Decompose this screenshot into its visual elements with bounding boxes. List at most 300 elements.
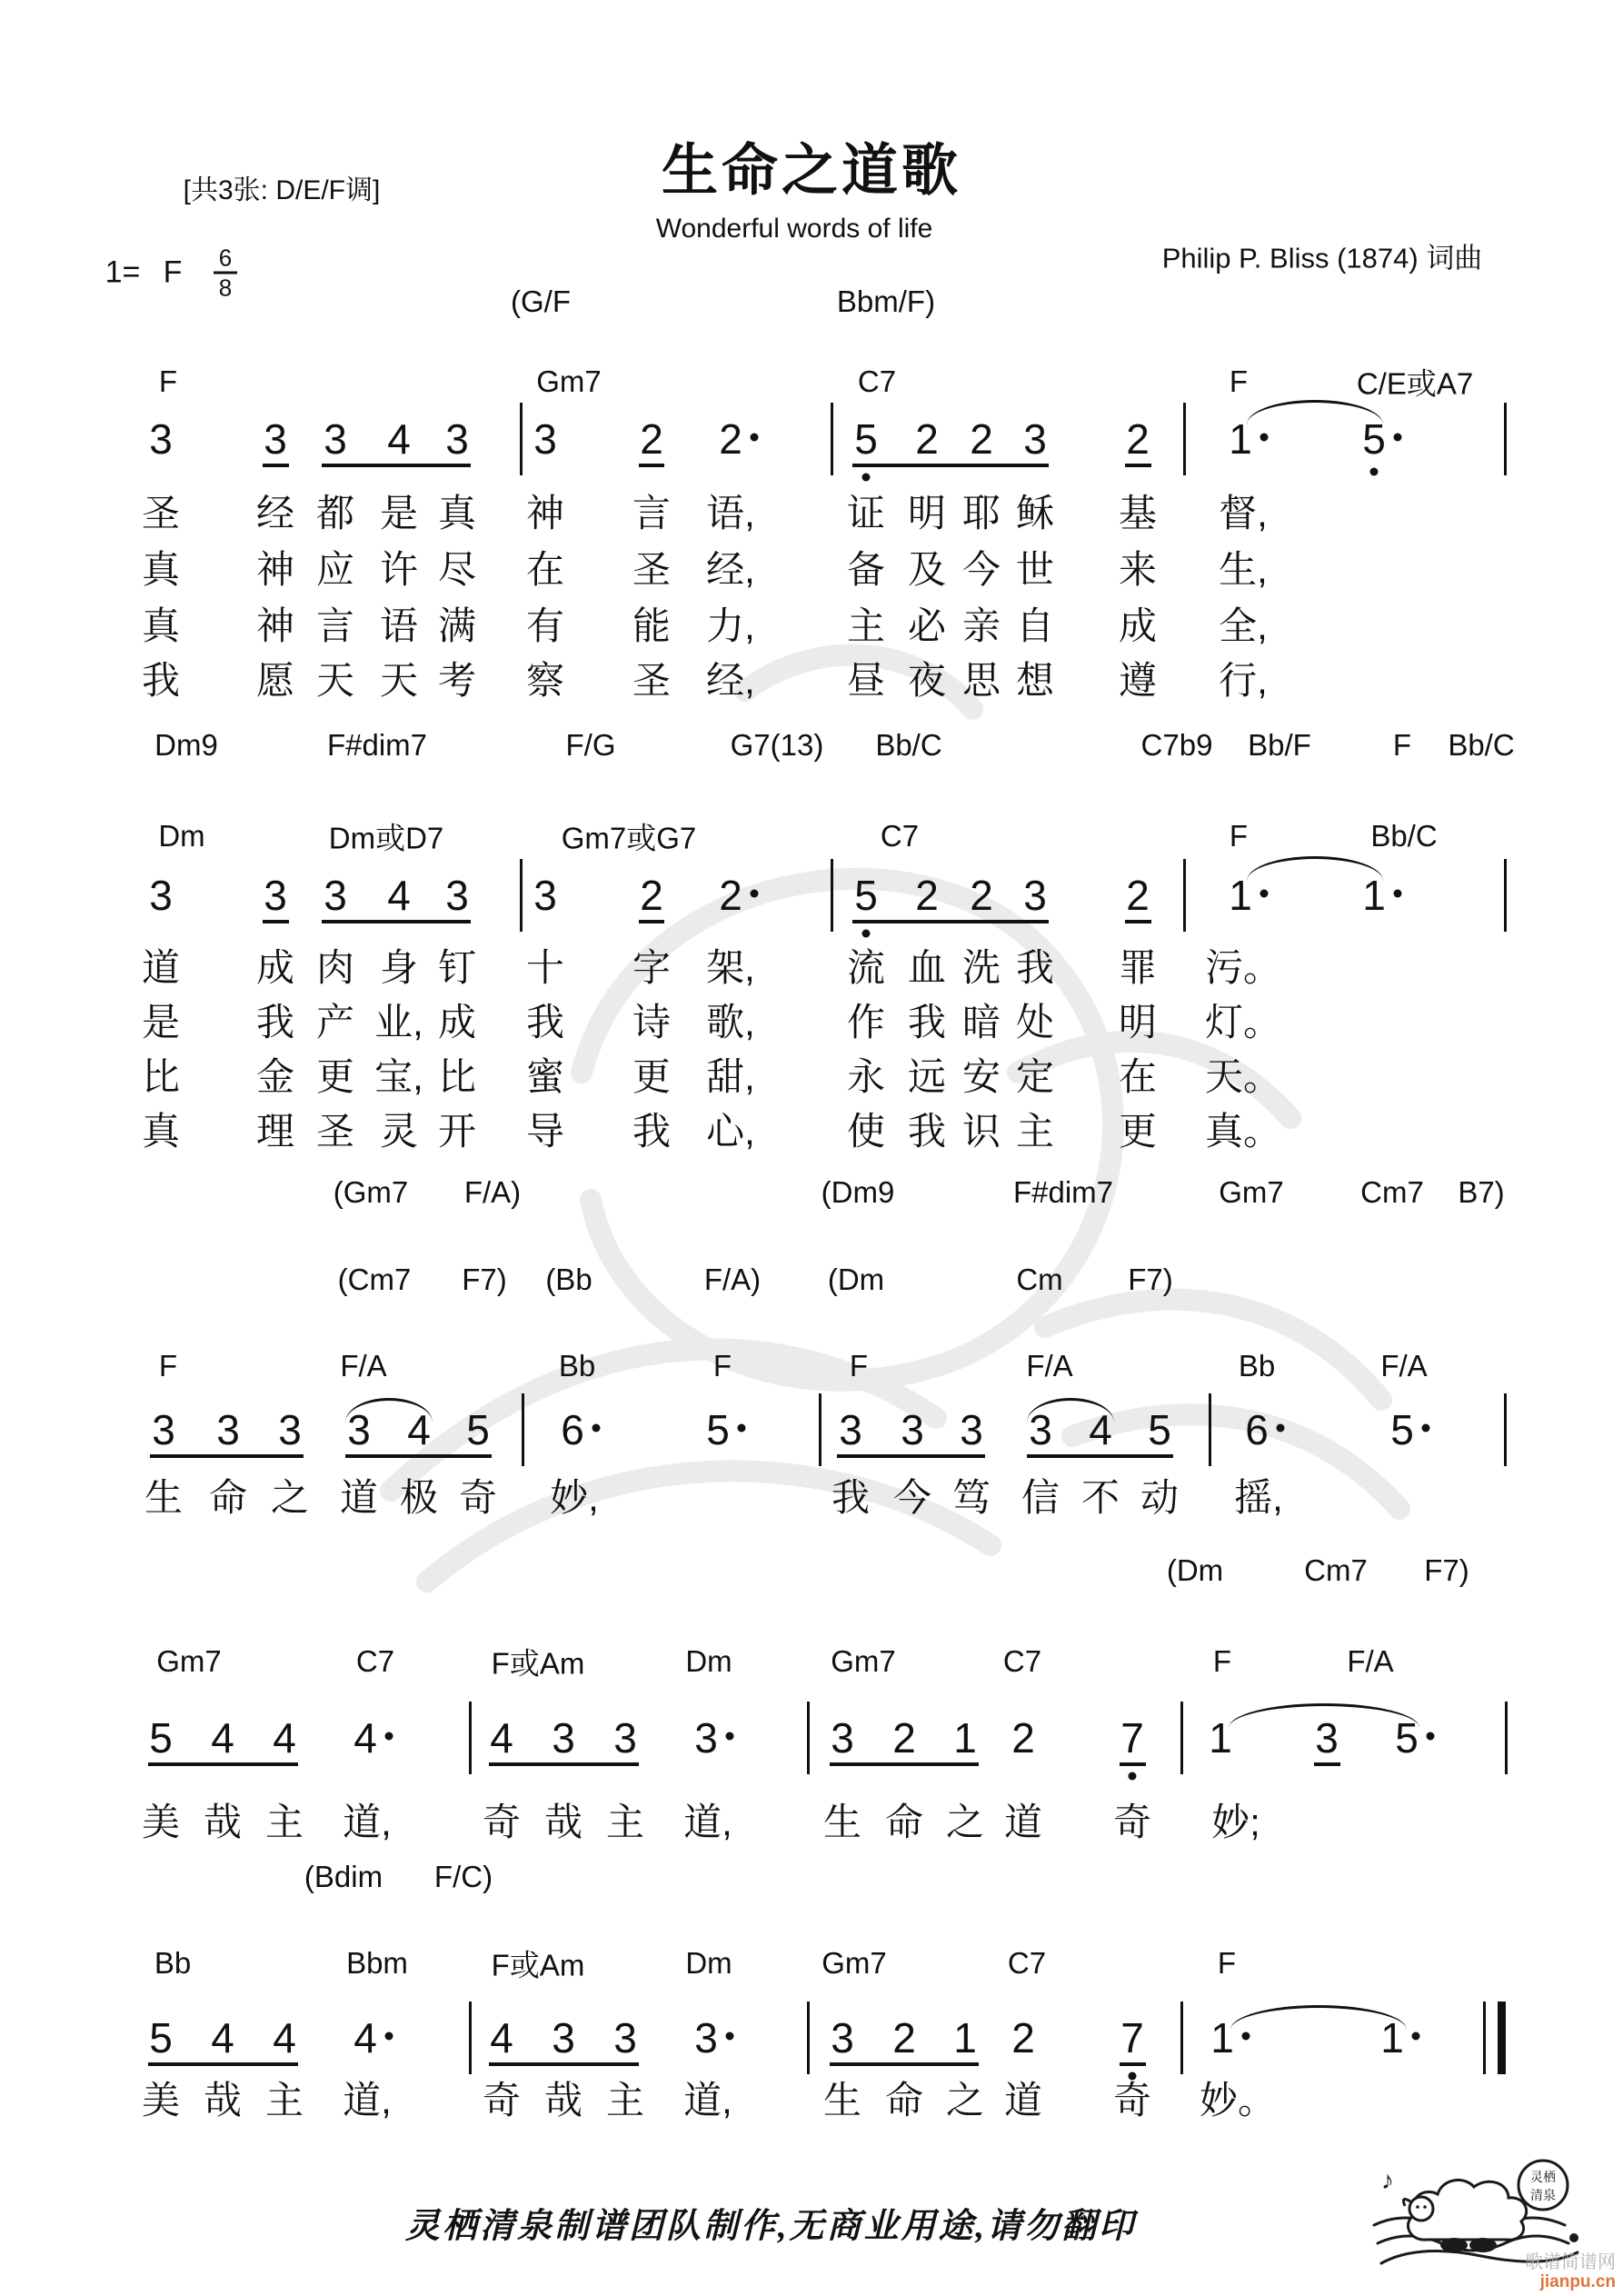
dot-after-note [1422,1424,1430,1433]
lyric-syllable: 笃 [951,1476,991,1519]
note-number: 3 [694,1714,718,1762]
lyric-syllable: 美 [141,2079,181,2121]
lyric-syllable: 更 [1118,1110,1158,1153]
lyric-syllable: 奇 [482,1801,522,1843]
chord-annotation: F/A) [703,1263,762,1296]
lyric-syllable: 神 [255,548,295,591]
note-number: 3 [533,872,557,919]
lyric-syllable: 神 [255,604,295,647]
beam-line [1125,464,1151,467]
lyric-syllable: 真 [141,1110,181,1153]
sheep-eye [1416,2205,1419,2209]
lyric-syllable: 圣 [632,659,672,702]
note-number: 3 [1315,1714,1339,1762]
lyric-syllable: 语 [379,604,419,647]
lyric-syllable: 哉 [203,1801,243,1843]
beam-line [852,464,1049,467]
lyric-syllable: 美 [141,1801,181,1843]
lyric-syllable: 更 [315,1055,355,1098]
lyric-syllable: 摇, [1234,1476,1283,1519]
lyric-syllable: 我 [907,1001,947,1043]
lyric-syllable: 许 [379,548,419,591]
note-number: 2 [915,415,939,463]
chord-annotation: (Bdim [304,1860,383,1893]
dot-after-note [592,1424,601,1433]
lyric-syllable: 身 [379,946,419,989]
note-number: 2 [892,2014,916,2061]
note-number: 3 [552,1714,575,1762]
lyric-syllable: 经, [706,548,755,591]
dot-after-note [1260,434,1269,442]
barline [1504,1393,1507,1466]
barline [1180,1702,1183,1774]
lyric-syllable: 思 [961,659,1001,702]
key-value: F [163,255,183,290]
note-number: 6 [1245,1406,1269,1453]
lyric-syllable: 明 [1118,1001,1158,1043]
lyric-syllable: 永 [846,1055,886,1098]
lyric-syllable: 有 [525,604,565,647]
chord-label: Bb [558,1349,596,1383]
chord-annotation: F7) [1424,1553,1469,1587]
note-number: 1 [1362,872,1386,919]
beam-line [263,920,289,923]
dot-after-note [385,1732,393,1741]
dot-after-note [726,2032,734,2041]
lyric-syllable: 命 [208,1476,248,1519]
chord-label: Dm或D7 [328,821,444,855]
lyric-syllable: 心, [706,1110,755,1153]
lyric-syllable: 言 [315,604,355,647]
lyric-syllable: 圣 [632,548,672,591]
note-number: 5 [466,1406,490,1453]
lyric-syllable: 主 [846,604,886,647]
note-number: 5 [1362,415,1386,463]
slur-arc [1230,2005,1407,2030]
lyric-syllable: 圣 [141,492,181,534]
lyric-syllable: 宝, [374,1055,423,1098]
note-number: 4 [1089,1406,1112,1453]
barline [1183,859,1186,932]
note-number: 3 [839,1406,862,1453]
note-number: 3 [149,415,173,463]
chord-label: C7 [1002,1644,1042,1678]
chord-annotation: Dm9 [154,728,218,762]
chord-label: Gm7 [821,1946,887,1980]
note-number: 7 [1120,1714,1144,1762]
chord-label: Bb/C [1370,819,1438,853]
lyric-syllable: 天。 [1204,1055,1282,1098]
note-number: 1 [1229,872,1252,919]
lyric-syllable: 圣 [315,1110,355,1153]
chord-label: Gm7 [156,1644,222,1678]
note-number: 7 [1120,2014,1144,2061]
note-number: 2 [1126,872,1150,919]
chord-annotation: F#dim7 [326,728,428,762]
lyric-syllable: 我 [525,1001,565,1043]
beam-line [322,920,471,923]
lyric-syllable: 主 [264,2079,304,2121]
beam-line [150,1454,304,1458]
note-number: 3 [533,415,557,463]
lyric-syllable: 道, [683,2079,732,2121]
chord-label: F或Am [491,1646,585,1681]
beam-line [263,464,289,467]
barline [831,859,833,932]
barline [522,1393,524,1466]
note-number: 4 [211,1714,234,1762]
lyric-syllable: 必 [907,604,947,647]
lyric-syllable: 暗 [961,1001,1001,1043]
barline [469,1702,472,1774]
production-note: 灵栖清泉制谱团队制作,无商业用途,请勿翻印 [404,2207,1137,2246]
chord-annotation: C7b9 [1140,728,1213,762]
note-number: 3 [1023,415,1047,463]
chord-label: Bbm [346,1946,408,1980]
beam-line [489,2062,639,2066]
note-number: 3 [445,872,469,919]
chord-label: F [1229,364,1249,398]
chord-label: F [158,1349,178,1383]
lyric-syllable: 处 [1015,1001,1055,1043]
lyric-syllable: 我 [255,1001,295,1043]
beam-line [1314,1762,1340,1766]
lyric-syllable: 尽 [437,548,477,591]
lyric-syllable: 理 [255,1110,295,1153]
chord-label: F/A [1380,1349,1428,1383]
lyric-syllable: 愿 [255,659,295,702]
lyric-syllable: 架, [706,946,755,989]
lyric-syllable: 字 [632,946,672,989]
note-number: 4 [211,2014,234,2061]
chord-annotation: F7) [462,1263,507,1296]
lyric-syllable: 安 [961,1055,1001,1098]
lyric-syllable: 定 [1015,1055,1055,1098]
note-number: 1 [953,2014,977,2061]
dot-after-note [1242,2032,1250,2041]
lyric-syllable: 夜 [907,659,947,702]
lyric-syllable: 成 [437,1001,477,1043]
chord-annotation: G7(13) [730,728,824,762]
beam-line [837,1454,985,1458]
beam-line [639,464,664,467]
lyric-syllable: 肉 [315,946,355,989]
chord-annotation: (Gm7 [333,1175,409,1209]
final-barline-thick [1498,2002,1506,2074]
lyric-syllable: 我 [831,1476,871,1519]
lyric-syllable: 道, [343,2079,392,2121]
lyric-syllable: 今 [961,548,1001,591]
lyric-syllable: 语, [706,492,755,534]
barline [1180,2002,1183,2074]
note-number: 3 [552,2014,575,2061]
barline [807,2002,810,2074]
lyric-syllable: 是 [379,492,419,534]
note-number: 3 [347,1406,371,1453]
chord-annotation: Bb/C [875,728,942,762]
chord-label: Bb [154,1946,192,1980]
lyric-syllable: 神 [525,492,565,534]
octave-dot-below [1370,468,1379,476]
note-number: 4 [490,2014,513,2061]
chord-label: Bb [1238,1349,1276,1383]
lyric-syllable: 灵 [379,1110,419,1153]
beam-line [1120,1762,1146,1766]
dot-after-note [751,890,759,898]
note-number: 5 [854,872,878,919]
note-number: 4 [387,872,411,919]
note-number: 1 [953,1714,977,1762]
lyric-syllable: 比 [437,1055,477,1098]
lyric-syllable: 道 [339,1476,379,1519]
lyric-syllable: 道, [343,1801,392,1843]
lyric-syllable: 妙, [550,1476,599,1519]
chord-annotation: F [1392,728,1412,762]
final-barline-thin [1483,2002,1486,2074]
beam-line [852,920,1049,923]
dot-after-note [1427,1732,1435,1741]
lyric-syllable: 真 [437,492,477,534]
lyric-syllable: 全, [1219,604,1268,647]
site-name: 歌谱简谱网 [1525,2252,1616,2272]
beam-line [1027,1454,1173,1458]
note-number: 3 [324,872,347,919]
lyric-syllable: 真 [141,548,181,591]
note-number: 3 [960,1406,983,1453]
pages-key-note: [共3张: D/E/F调] [183,175,381,205]
note-number: 2 [915,872,939,919]
beam-line [489,1762,639,1766]
sheep-foot [1469,2238,1497,2252]
lyric-syllable: 稣 [1015,492,1055,534]
beam-line [830,1762,979,1766]
music-note-icon: ♪ [1381,2166,1394,2194]
lyric-syllable: 行, [1219,659,1268,702]
slur-arc [1027,1398,1114,1423]
dot-after-note [1277,1424,1285,1433]
beam-line [345,1454,492,1458]
lyric-syllable: 命 [884,1801,924,1843]
note-number: 3 [324,415,347,463]
lyric-syllable: 更 [632,1055,672,1098]
chord-annotation: F/G [565,728,616,762]
lyric-syllable: 在 [525,548,565,591]
lyric-syllable: 比 [141,1055,181,1098]
chord-annotation: (Bb [545,1263,592,1296]
sheep-foot [1440,2238,1468,2252]
lyric-syllable: 之 [945,1801,985,1843]
lyric-syllable: 使 [846,1110,886,1153]
lyric-syllable: 遵 [1118,659,1158,702]
lyric-syllable: 经, [706,659,755,702]
dot-after-note [1394,434,1402,442]
sheep-head [1409,2197,1433,2221]
note-number: 5 [1390,1406,1414,1453]
chord-label: F [1217,1946,1237,1980]
lyric-syllable: 生, [1219,548,1268,591]
chord-label: Dm [158,819,205,853]
lyric-syllable: 哉 [543,2079,583,2121]
lyric-syllable: 诗 [632,1001,672,1043]
chord-label: Dm [685,1644,732,1678]
lyric-syllable: 天 [315,659,355,702]
chord-annotation: Cm [1016,1263,1063,1296]
octave-dot-below [862,930,871,938]
barline [1209,1393,1211,1466]
chord-label: Gm7或G7 [561,821,697,855]
lyric-syllable: 明 [907,492,947,534]
lyric-syllable: 动 [1140,1476,1180,1519]
lyric-syllable: 真 [141,604,181,647]
lyric-syllable: 世 [1015,548,1055,591]
barline [469,2002,472,2074]
beam-line [639,920,664,923]
note-number: 1 [1209,1714,1232,1762]
lyric-syllable: 罪 [1118,946,1158,989]
note-number: 2 [892,1714,916,1762]
slur-arc [1229,1703,1419,1728]
octave-dot-below [1129,1772,1137,1781]
barline [831,403,833,475]
lyric-syllable: 奇 [1112,2079,1152,2121]
chord-annotation: (Cm7 [337,1263,412,1296]
note-number: 3 [445,415,469,463]
lyric-syllable: 生 [144,1476,184,1519]
barline [520,859,523,932]
note-number: 3 [152,1406,175,1453]
barline [520,403,523,475]
lyric-syllable: 妙。 [1199,2079,1277,2121]
logo-badge-text-bottom: 清泉 [1530,2188,1556,2202]
note-number: 2 [970,872,993,919]
chord-label: F [712,1349,732,1383]
chord-annotation: Gm7 [1219,1175,1284,1209]
lyric-syllable: 之 [945,2079,985,2121]
note-number: 5 [1148,1406,1171,1453]
lyric-syllable: 生 [822,1801,862,1843]
slur-arc [1247,856,1383,881]
chord-annotation: (Dm [827,1263,885,1296]
lyric-syllable: 今 [892,1476,932,1519]
lyric-syllable: 远 [907,1055,947,1098]
lyric-syllable: 产 [315,1001,355,1043]
note-number: 3 [1023,872,1047,919]
chord-label: F/A [340,1349,387,1383]
lyric-syllable: 亲 [961,604,1001,647]
lyric-syllable: 导 [525,1110,565,1153]
lyric-syllable: 备 [846,548,886,591]
key-prefix: 1= [105,255,141,290]
lyric-syllable: 道, [683,1801,732,1843]
lyric-syllable: 之 [270,1476,310,1519]
note-number: 3 [613,1714,637,1762]
lyric-syllable: 耶 [961,492,1001,534]
barline [1183,403,1186,475]
lyric-syllable: 成 [1118,604,1158,647]
lyric-syllable: 证 [846,492,886,534]
note-number: 2 [640,872,663,919]
note-number: 4 [353,1714,377,1762]
note-number: 2 [1126,415,1150,463]
lyric-syllable: 奇 [458,1476,498,1519]
intro-chord-label: Bbm/F) [836,285,936,318]
chord-label: F [158,364,178,398]
dot-after-note [1394,890,1402,898]
lyric-syllable: 道 [1003,1801,1043,1843]
sheep-eye [1423,2205,1427,2209]
lyric-syllable: 考 [437,659,477,702]
lyric-syllable: 不 [1080,1476,1120,1519]
composer-credit: Philip P. Bliss (1874) 词曲 [1161,242,1483,275]
lyric-syllable: 自 [1015,604,1055,647]
dot-after-note [385,2032,393,2041]
octave-dot-below [862,474,871,482]
lyric-syllable: 奇 [482,2079,522,2121]
lyric-syllable: 信 [1021,1476,1060,1519]
lyric-syllable: 真。 [1204,1110,1282,1153]
note-number: 3 [831,2014,854,2061]
note-number: 2 [1011,2014,1035,2061]
dot-after-note [726,1732,734,1741]
lyric-syllable: 业, [374,1001,423,1043]
dot-after-note [738,1424,746,1433]
note-number: 5 [149,2014,173,2061]
chord-label: C7 [857,364,897,398]
song-subtitle: Wonderful words of life [655,214,933,244]
chord-annotation: (Dm [1166,1553,1224,1587]
lyric-syllable: 言 [632,492,672,534]
chord-label: F [1229,819,1249,853]
lyric-syllable: 都 [315,492,355,534]
chord-annotation: Bb/F [1248,728,1311,762]
lyric-syllable: 污。 [1204,946,1282,989]
note-number: 3 [216,1406,240,1453]
slur-arc [345,1398,433,1423]
note-number: 2 [719,872,742,919]
note-number: 2 [970,415,993,463]
lyric-syllable: 十 [525,946,565,989]
lyric-syllable: 我 [632,1110,672,1153]
chord-annotation: F/C) [433,1860,493,1893]
lyric-syllable: 开 [437,1110,477,1153]
lyric-syllable: 蜜 [525,1055,565,1098]
note-number: 3 [264,415,287,463]
lyric-syllable: 生 [822,2079,862,2121]
lyric-syllable: 天 [379,659,419,702]
note-number: 1 [1210,2014,1234,2061]
chord-label: C7 [880,819,920,853]
note-number: 3 [149,872,173,919]
note-number: 3 [278,1406,302,1453]
lyric-syllable: 我 [1015,946,1055,989]
note-number: 3 [613,2014,637,2061]
note-number: 3 [264,872,287,919]
lyric-syllable: 成 [255,946,295,989]
lyric-syllable: 应 [315,548,355,591]
lyric-syllable: 及 [907,548,947,591]
chord-annotation: F7) [1128,1263,1173,1296]
note-number: 2 [640,415,663,463]
beam-line [830,2062,979,2066]
lyric-syllable: 识 [961,1110,1001,1153]
lyric-syllable: 满 [437,604,477,647]
note-number: 6 [561,1406,584,1453]
dot-after-note [1412,2032,1420,2041]
lyric-syllable: 我 [907,1110,947,1153]
chord-annotation: Cm7 [1360,1175,1424,1209]
lyric-syllable: 来 [1118,548,1158,591]
lyric-syllable: 我 [141,659,181,702]
